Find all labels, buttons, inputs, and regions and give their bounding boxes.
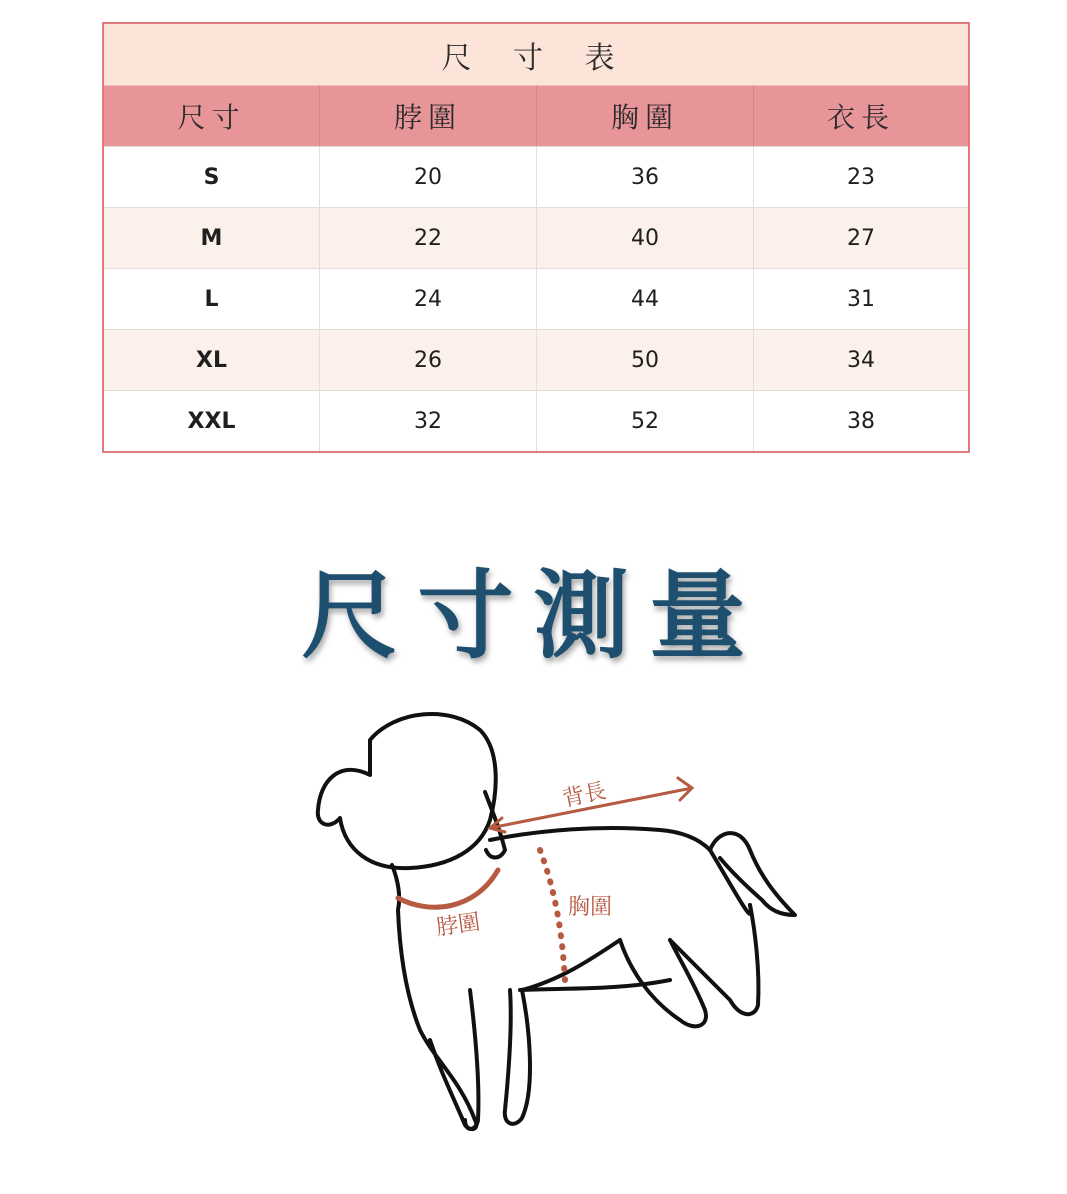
neck-label: 脖圍	[434, 910, 482, 941]
neck-cell: 24	[320, 269, 537, 329]
table-row	[104, 207, 968, 268]
table-row	[104, 329, 968, 390]
chest-cell: 40	[537, 208, 754, 268]
table-row	[104, 268, 968, 329]
size-cell: XXL	[104, 391, 320, 451]
header-chest: 胸圍	[537, 86, 754, 146]
chest-cell: 44	[537, 269, 754, 329]
size-cell: L	[104, 269, 320, 329]
length-cell: 27	[847, 225, 875, 251]
size-table	[102, 22, 970, 453]
header-length: 衣長	[826, 101, 895, 134]
neck-cell: 32	[320, 391, 537, 451]
neck-cell: 26	[320, 330, 537, 390]
neck-cell: 20	[320, 147, 537, 207]
length-cell: 31	[847, 286, 875, 312]
dog-outline-icon	[300, 700, 820, 1150]
table-header-row	[104, 86, 968, 146]
header-size: 尺寸	[104, 86, 320, 146]
measurement-heading: 尺寸測量	[301, 560, 766, 672]
length-cell: 23	[847, 164, 875, 190]
chest-cell: 52	[537, 391, 754, 451]
table-title: 尺 寸 表	[104, 24, 968, 86]
size-cell: S	[104, 147, 320, 207]
size-cell: M	[104, 208, 320, 268]
chest-cell: 50	[537, 330, 754, 390]
header-neck: 脖圍	[320, 86, 537, 146]
chest-cell: 36	[537, 147, 754, 207]
table-row	[104, 390, 968, 451]
neck-cell: 22	[320, 208, 537, 268]
dog-measurement-illustration	[300, 700, 820, 1150]
table-row	[104, 146, 968, 207]
back-length-label: 背長	[560, 778, 609, 813]
chest-label: 胸圍	[568, 895, 613, 920]
length-cell: 38	[847, 408, 875, 434]
size-cell: XL	[104, 330, 320, 390]
length-cell: 34	[847, 347, 875, 373]
